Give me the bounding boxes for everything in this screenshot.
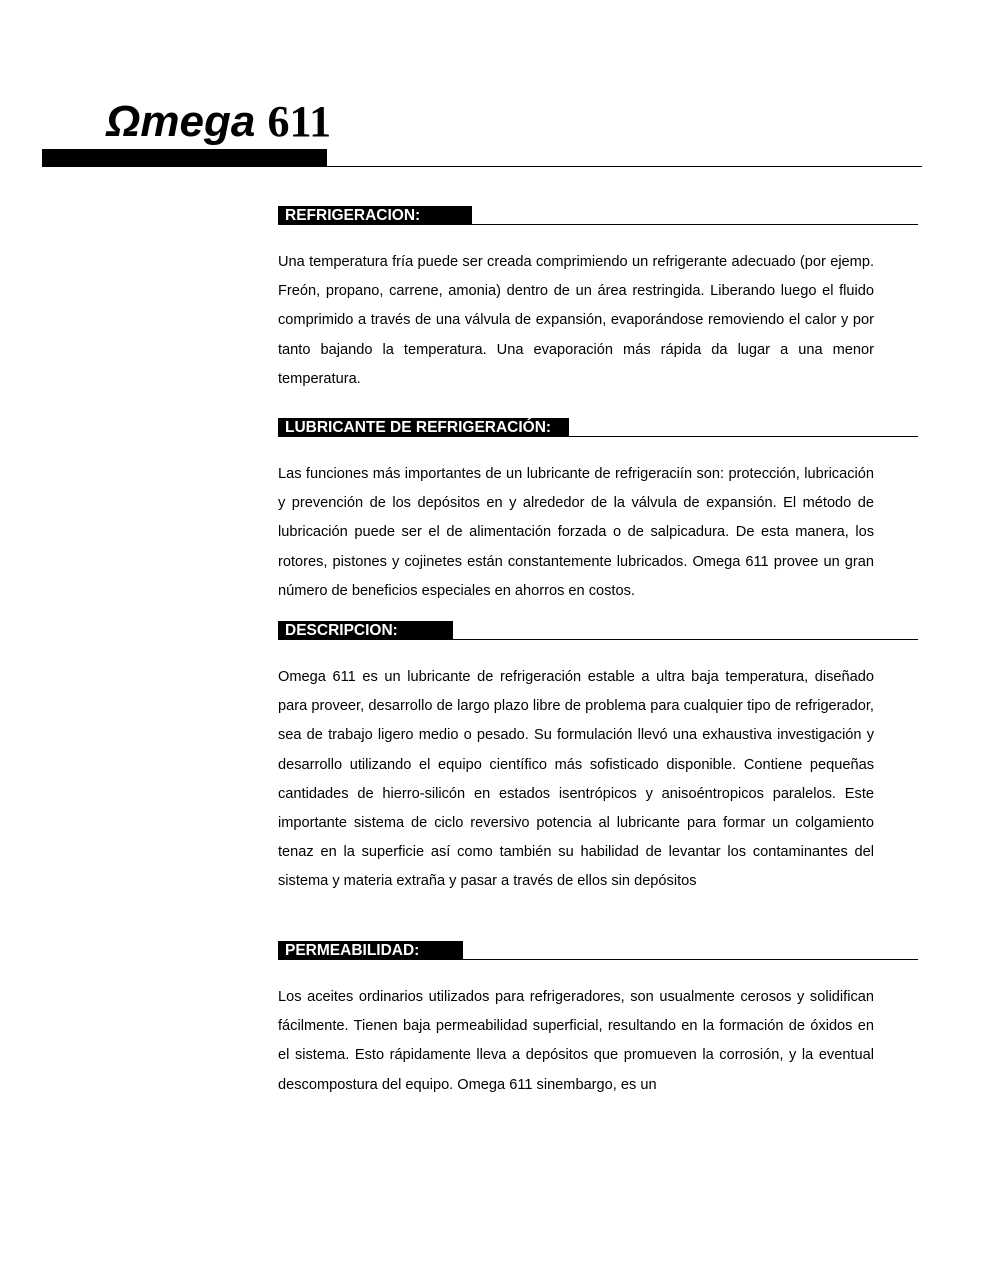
section-heading-descripcion: DESCRIPCION: (278, 621, 453, 640)
header-bar (42, 149, 327, 167)
paragraph-descripcion: Omega 611 es un lubricante de refrigeración estable a ultra baja temperatura, diseñado para proveer, desarrollo de largo plazo libre de problema para cualquier tipo de refrigerador, sea de trabajo ligero medio o pesado. Su formulación llevó una exhaustiva investigación y desarrollo utilizando el equipo científico más sofisticado disponible. Contiene pequeñas cantidades de hierro-silicón en estados isentrópicos y anisoéntropicos paralelos. Este importante sistema de ciclo reversivo potencia al lubricante para formar un colgamiento tenaz en la superficie así como también su habilidad de levantar los contaminantes del sistema y materia extraña y pasar a través de ellos sin depósitos (278, 669, 874, 890)
document-title (106, 92, 331, 152)
paragraph-refrigeracion: Una temperatura fría puede ser creada comprimiendo un refrigerante adecuado (por ejemp. Freón, propano, carrene, amonia) dentro de un área restringida. Liberando luego el fluido comprimido a través de una válvula de expansión, evaporándose removiendo el calor y por tanto bajando la temperatura. Una evaporación más rápida da lugar a una menor temperatura. (278, 254, 874, 387)
paragraph-lubricante: Las funciones más importantes de un lubricante de refrigeraciín son: protección, lubricación y prevención de los depósitos en y alrededor de la válvula de expansión. El método de lubricación puede ser el de alimentación forzada o de salpicadura. De esta manera, los rotores, pistones y cojinetes están constantemente lubricados. Omega 611 provee un gran número de beneficios especiales en ahorros en costos. (278, 466, 874, 599)
section-heading-lubricante: LUBRICANTE DE REFRIGERACIÓN: (278, 418, 569, 437)
section-rule (472, 224, 918, 225)
section-rule (569, 436, 918, 437)
title-number: 611 (267, 97, 332, 146)
paragraph-permeabilidad: Los aceites ordinarios utilizados para refrigeradores, son usualmente cerosos y solidifican fácilmente. Tienen baja permeabilidad superficial, resultando en la formación de óxidos en el sistema. Esto rápidamente lleva a depósitos que promueven la corrosión, y la eventual descompostura del equipo. Omega 611 sinembargo, es un (278, 989, 874, 1093)
section-rule (463, 959, 918, 960)
title-omega: Ωmega (106, 97, 256, 146)
section-heading-refrigeracion: REFRIGERACION: (278, 206, 472, 225)
section-heading-permeabilidad: PERMEABILIDAD: (278, 941, 463, 960)
section-rule (453, 639, 918, 640)
header-rule (327, 166, 922, 167)
